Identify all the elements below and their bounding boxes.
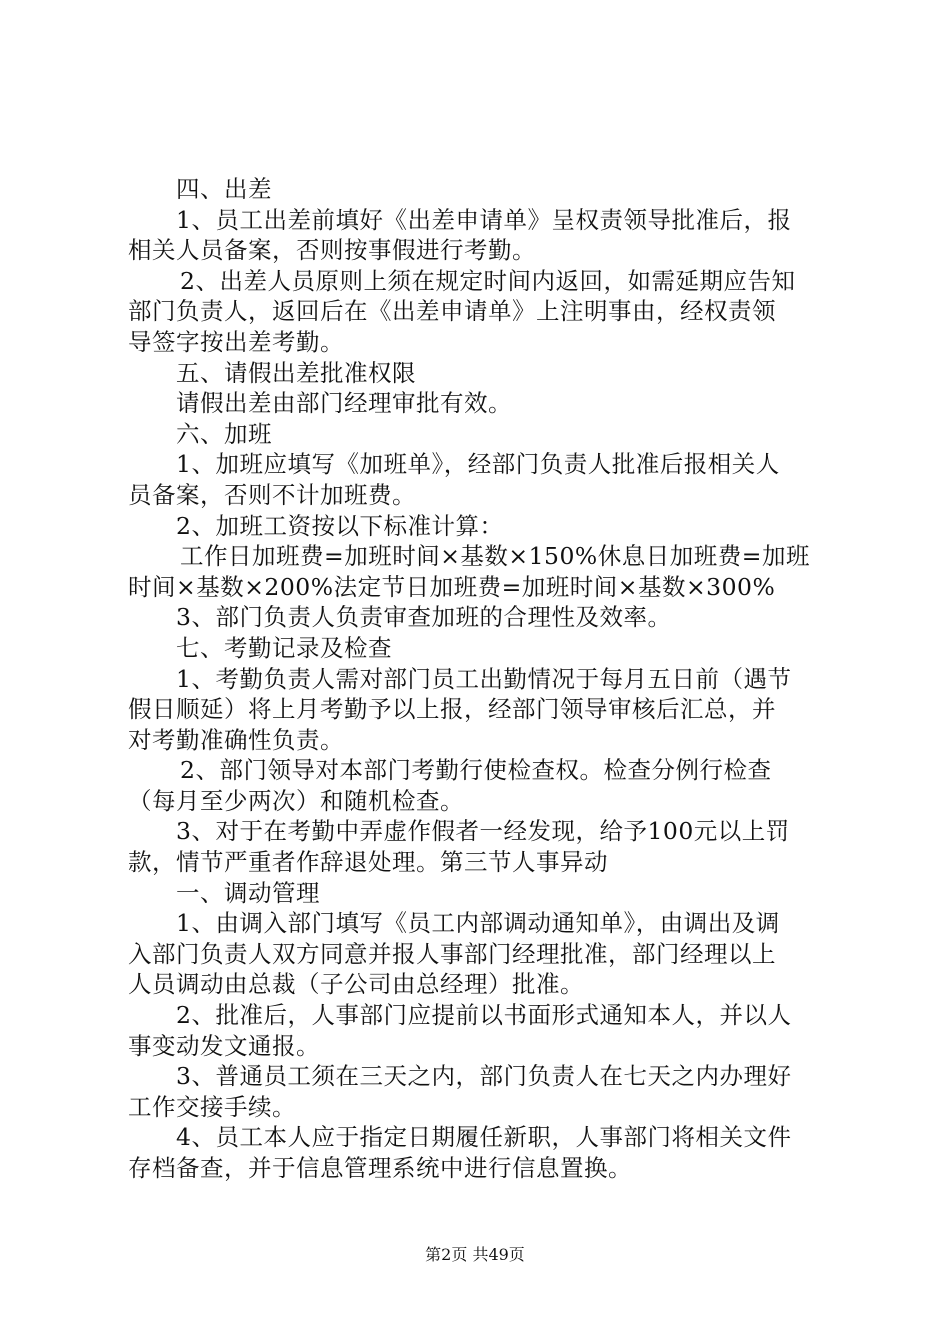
text-line: 对考勤准确性负责。 [128,725,344,754]
text-line: 时间×基数×200%法定节日加班费=加班时间×基数×300% [128,572,776,601]
text-line: 1、员工出差前填好《出差申请单》呈权责领导批准后，报 [176,205,792,234]
text-line: 1、考勤负责人需对部门员工出勤情况于每月五日前（遇节 [176,664,792,693]
page-footer: 第2页 共49页 [425,1245,525,1264]
text-line: 1、由调入部门填写《员工内部调动通知单》，由调出及调 [176,909,780,938]
text-line: 五、请假出差批准权限 [176,358,416,387]
text-line: 四、出差 [176,175,272,203]
text-line: 部门负责人，返回后在《出差申请单》上注明事由，经权责领 [128,297,776,326]
text-line: 2、部门领导对本部门考勤行使检查权。检查分例行检查 [180,756,772,785]
text-line: 一、调动管理 [176,878,320,907]
text-line: 1、加班应填写《加班单》，经部门负责人批准后报相关人 [176,450,780,479]
text-line: 2、加班工资按以下标准计算： [176,511,504,540]
text-line: 事变动发文通报。 [128,1031,320,1060]
text-line: 相关人员备案，否则按事假进行考勤。 [128,236,536,265]
text-line: 3、普通员工须在三天之内，部门负责人在七天之内办理好 [176,1062,792,1091]
document-body [128,174,840,1184]
text-line: 工作交接手续。 [128,1092,296,1121]
text-line: 假日顺延）将上月考勤予以上报，经部门领导审核后汇总，并 [128,695,776,724]
text-line: 人员调动由总裁（子公司由总经理）批准。 [128,970,584,999]
text-line: 3、部门负责人负责审查加班的合理性及效率。 [176,603,672,632]
text-line: 员备案，否则不计加班费。 [128,480,416,509]
text-line: 4、员工本人应于指定日期履任新职，人事部门将相关文件 [176,1123,792,1152]
text-line: （每月至少两次）和随机检查。 [128,786,464,815]
text-line: 2、出差人员原则上须在规定时间内返回，如需延期应告知 [180,266,796,295]
text-line: 请假出差由部门经理审批有效。 [176,389,512,418]
text-line: 导签字按出差考勤。 [128,327,344,356]
text-line: 款，情节严重者作辞退处理。第三节人事异动 [128,848,608,877]
text-line: 2、批准后，人事部门应提前以书面形式通知本人，并以人 [176,1001,792,1030]
text-line: 入部门负责人双方同意并报人事部门经理批准，部门经理以上 [128,939,776,968]
text-line: 七、考勤记录及检查 [176,633,392,662]
text-line: 六、加班 [176,419,272,448]
text-line: 工作日加班费=加班时间×基数×150%休息日加班费=加班 [180,542,810,571]
text-line: 存档备查，并于信息管理系统中进行信息置换。 [128,1154,632,1182]
text-line: 3、对于在考勤中弄虚作假者一经发现，给予100元以上罚 [176,817,790,846]
